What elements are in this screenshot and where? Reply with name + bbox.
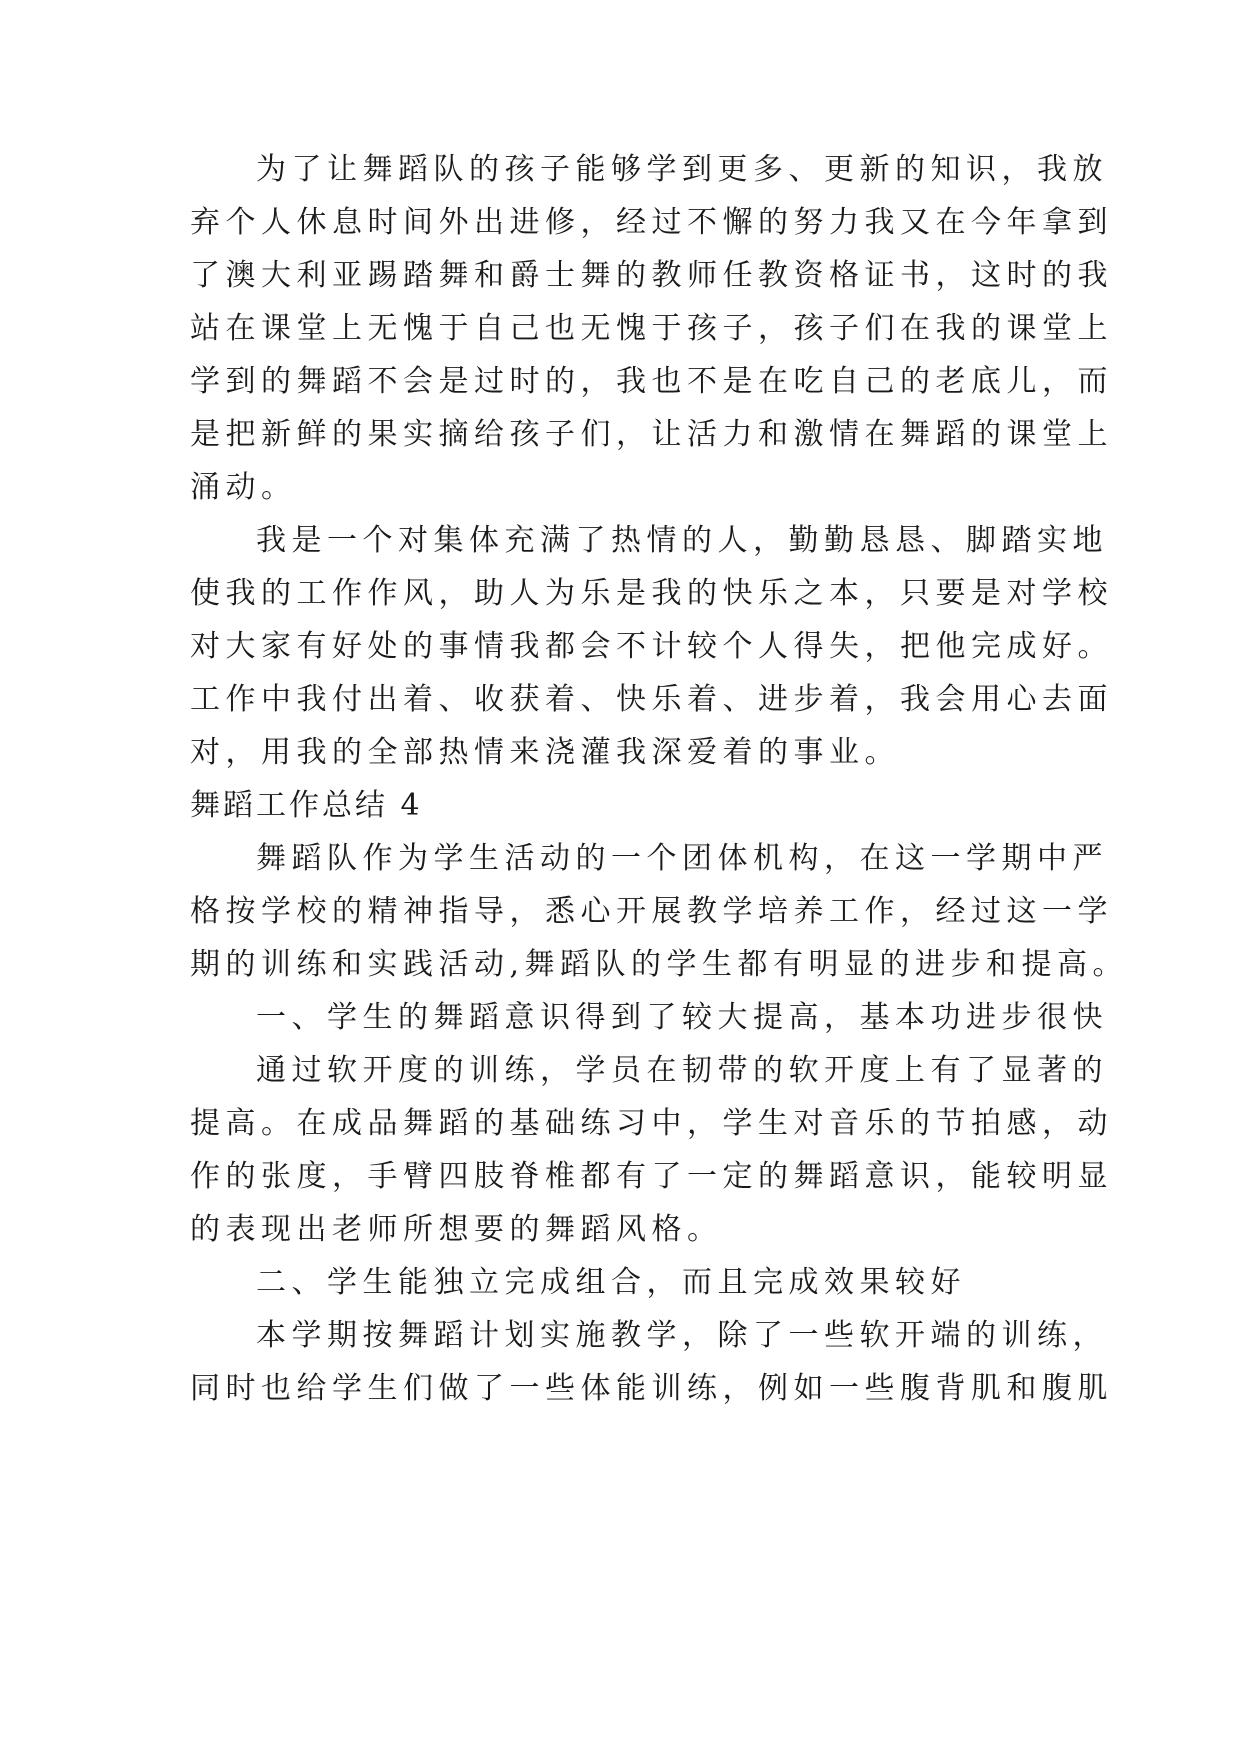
paragraph-line: 格按学校的精神指导，悉心开展教学培养工作，经过这一学 xyxy=(190,894,1113,929)
paragraph-line: 对大家有好处的事情我都会不计较个人得失，把他完成好。 xyxy=(190,629,1113,664)
paragraph-line: 学到的舞蹈不会是过时的，我也不是在吃自己的老底儿，而 xyxy=(190,364,1113,399)
paragraph-line: 同时也给学生们做了一些体能训练，例如一些腹背肌和腹肌 xyxy=(190,1371,1113,1406)
paragraph-line: 使我的工作作风，助人为乐是我的快乐之本，只要是对学校 xyxy=(190,576,1113,611)
paragraph-line: 作的张度，手臂四肢脊椎都有了一定的舞蹈意识，能较明显 xyxy=(190,1159,1113,1194)
paragraph-line: 了澳大利亚踢踏舞和爵士舞的教师任教资格证书，这时的我 xyxy=(190,258,1113,293)
paragraph-line: 舞蹈队作为学生活动的一个团体机构，在这一学期中严 xyxy=(256,841,1108,876)
paragraph-line: 工作中我付出着、收获着、快乐着、进步着，我会用心去面 xyxy=(190,682,1113,717)
paragraph-line: 对，用我的全部热情来浇灌我深爱着的事业。 xyxy=(190,735,900,770)
paragraph-line: 提高。在成品舞蹈的基础练习中，学生对音乐的节拍感，动 xyxy=(190,1106,1113,1141)
section-heading: 舞蹈工作总结 4 xyxy=(190,788,423,823)
paragraph-line: 是把新鲜的果实摘给孩子们，让活力和激情在舞蹈的课堂上 xyxy=(190,417,1113,452)
paragraph-line: 涌动。 xyxy=(190,470,297,505)
paragraph-line: 我是一个对集体充满了热情的人，勤勤恳恳、脚踏实地 xyxy=(256,523,1108,558)
paragraph-line: 本学期按舞蹈计划实施教学，除了一些软开端的训练， xyxy=(256,1318,1108,1353)
paragraph-line: 弃个人休息时间外出进修，经过不懈的努力我又在今年拿到 xyxy=(190,205,1113,240)
paragraph-line: 为了让舞蹈队的孩子能够学到更多、更新的知识，我放 xyxy=(256,152,1108,187)
paragraph-line: 期的训练和实践活动,舞蹈队的学生都有明显的进步和提高。 xyxy=(190,947,1129,982)
paragraph-line: 的表现出老师所想要的舞蹈风格。 xyxy=(190,1212,723,1247)
subheading-line: 二、学生能独立完成组合，而且完成效果较好 xyxy=(256,1265,966,1300)
paragraph-line: 通过软开度的训练，学员在韧带的软开度上有了显著的 xyxy=(256,1053,1108,1088)
paragraph-line: 站在课堂上无愧于自己也无愧于孩子，孩子们在我的课堂上 xyxy=(190,311,1113,346)
subheading-line: 一、学生的舞蹈意识得到了较大提高，基本功进步很快 xyxy=(256,1000,1108,1035)
